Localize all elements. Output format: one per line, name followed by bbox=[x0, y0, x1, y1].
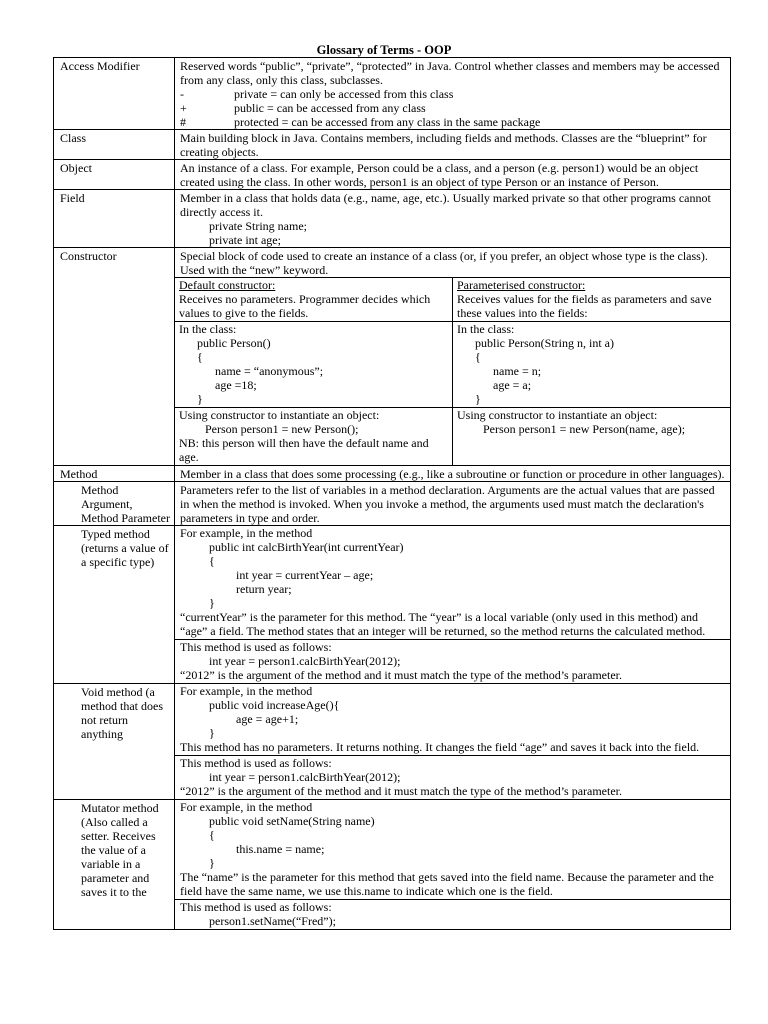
param-constructor-cell bbox=[453, 278, 731, 322]
term-method: Method bbox=[54, 466, 175, 482]
term-typed-method: Typed method (returns a value of a specific type) bbox=[54, 526, 175, 684]
row-object bbox=[54, 160, 731, 190]
param-constructor-usage: Using constructor to instantiate an object: Person person1 = new Person(name, age); bbox=[453, 408, 731, 466]
code-line: int year = person1.calcBirthYear(2012); bbox=[209, 770, 401, 784]
mutator-method-explanation: The “name” is the parameter for this method that gets saved into the field name. Because the parameter and the field have the same name, we use this.name to indicate which one is the field. bbox=[180, 870, 714, 898]
row-method bbox=[54, 466, 731, 482]
param-constructor-desc: Receives values for the fields as parameters and save these values into the fields: bbox=[457, 292, 712, 320]
code-line: Person person1 = new Person(name, age); bbox=[483, 422, 686, 436]
definition-typed-method bbox=[175, 526, 731, 684]
typed-method-usage: This method is used as follows: int year = person1.calcBirthYear(2012); “2012” is the argument of the method and it must match the type of the method’s parameter. bbox=[175, 639, 730, 683]
access-modifier-description: Reserved words “public”, “private”, “protected” in Java. Control whether classes and members may be accessed from any class, only this class, subclasses. bbox=[180, 59, 720, 87]
default-constructor-code: In the class: public Person() { name = “anonymous”; age =18; } bbox=[175, 322, 453, 408]
code-line: { bbox=[475, 350, 481, 364]
code-line: public void increaseAge(){ bbox=[209, 698, 340, 712]
code-line: public Person() bbox=[197, 336, 271, 350]
code-line: return year; bbox=[236, 582, 292, 596]
term-method-argument: Method Argument, Method Parameter bbox=[54, 482, 175, 526]
code-line: public void setName(String name) bbox=[209, 814, 375, 828]
code-line: name = n; bbox=[493, 364, 542, 378]
definition-method-argument: Parameters refer to the list of variables in a method declaration. Arguments are the actual values that are passed in when the method is invoked. When you invoke a method, the arguments used must match the declaration's parameters in type and order. bbox=[175, 482, 731, 526]
default-constructor-desc: Receives no parameters. Programmer decides which values to give to the fields. bbox=[179, 292, 431, 320]
void-method-explanation: This method has no parameters. It returns nothing. It changes the field “age” and saves it back into the field. bbox=[180, 740, 700, 754]
constructor-description: Special block of code used to create an instance of a class (or, if you prefer, an object whose type is the class). Used with the “new” keyword. bbox=[180, 249, 708, 277]
code-line: age = a; bbox=[493, 378, 532, 392]
term-object: Object bbox=[54, 160, 175, 190]
code-line: age = age+1; bbox=[236, 712, 299, 726]
code-line: } bbox=[209, 856, 215, 870]
code-line: int year = person1.calcBirthYear(2012); bbox=[209, 654, 401, 668]
constructor-comparison bbox=[175, 277, 730, 465]
definition-method: Member in a class that does some processing (e.g., like a subroutine or function or procedure in other languages). bbox=[175, 466, 731, 482]
code-line: public Person(String n, int a) bbox=[475, 336, 614, 350]
row-class bbox=[54, 130, 731, 160]
term-class: Class bbox=[54, 130, 175, 160]
term-access-modifier: Access Modifier bbox=[54, 58, 175, 130]
code-line: } bbox=[209, 726, 215, 740]
field-description: Member in a class that holds data (e.g., name, age, etc.). Usually marked private so that other programs cannot directly access it. bbox=[180, 191, 711, 219]
code-line: } bbox=[197, 392, 203, 406]
access-modifier-item: # protected = can be accessed from any class in the same package bbox=[180, 115, 541, 129]
term-mutator-method: Mutator method (Also called a setter. Receives the value of a variable in a parameter and saves it to the bbox=[54, 800, 175, 930]
term-constructor: Constructor bbox=[54, 248, 175, 466]
code-line: { bbox=[209, 828, 215, 842]
code-line: } bbox=[209, 596, 215, 610]
code-line: age =18; bbox=[215, 378, 257, 392]
definition-void-method bbox=[175, 684, 731, 800]
definition-object: An instance of a class. For example, Person could be a class, and a person (e.g. person1) would be an object created using the class. In other words, person1 is an object of type Person or an instance of Person. bbox=[175, 160, 731, 190]
row-constructor bbox=[54, 248, 731, 466]
default-constructor-usage: Using constructor to instantiate an object: Person person1 = new Person(); NB: this person will then have the default name and age. bbox=[175, 408, 453, 466]
row-void-method bbox=[54, 684, 731, 800]
code-line: Person person1 = new Person(); bbox=[205, 422, 359, 436]
param-constructor-heading: Parameterised constructor: bbox=[457, 278, 586, 292]
code-line: public int calcBirthYear(int currentYear) bbox=[209, 540, 404, 554]
default-constructor-heading: Default constructor: bbox=[179, 278, 276, 292]
void-method-example: For example, in the method public void increaseAge(){ age = age+1; } This method has no parameters. It returns nothing. It changes the field “age” and saves it back into the field. bbox=[175, 684, 730, 755]
glossary-table bbox=[53, 57, 731, 930]
page-title: Glossary of Terms - OOP bbox=[316, 43, 452, 57]
code-line: { bbox=[197, 350, 203, 364]
row-method-argument bbox=[54, 482, 731, 526]
term-field: Field bbox=[54, 190, 175, 248]
access-modifier-item: + public = can be accessed from any class bbox=[180, 101, 426, 115]
row-access-modifier bbox=[54, 58, 731, 130]
param-constructor-code: In the class: public Person(String n, int a) { name = n; age = a; } bbox=[453, 322, 731, 408]
mutator-method-usage: This method is used as follows: person1.setName(“Fred”); bbox=[175, 899, 730, 929]
default-constructor-cell bbox=[175, 278, 453, 322]
mutator-method-example: For example, in the method public void setName(String name) { this.name = name; } The “name” is the parameter for this method that gets saved into the field name. Because the parameter and the field have the same name, we use this.name to indicate which one is the field. bbox=[175, 800, 730, 899]
definition-field bbox=[175, 190, 731, 248]
code-line: name = “anonymous”; bbox=[215, 364, 324, 378]
typed-method-example: For example, in the method public int calcBirthYear(int currentYear) { int year = currentYear – age; return year; } “currentYear” is the parameter for this method. The “year” is a local variable (only used in this method) and “age” a field. The method states that an integer will be returned, so the method returns the calculated method. bbox=[175, 526, 730, 639]
row-typed-method bbox=[54, 526, 731, 684]
code-line: } bbox=[475, 392, 481, 406]
term-void-method: Void method (a method that does not return anything bbox=[54, 684, 175, 800]
code-line: this.name = name; bbox=[236, 842, 325, 856]
code-line: person1.setName(“Fred”); bbox=[209, 914, 336, 928]
definition-access-modifier bbox=[175, 58, 731, 130]
row-field bbox=[54, 190, 731, 248]
void-method-usage: This method is used as follows: int year = person1.calcBirthYear(2012); “2012” is the argument of the method and it must match the type of the method’s parameter. bbox=[175, 755, 730, 799]
default-constructor-note: NB: this person will then have the default name and age. bbox=[179, 436, 429, 464]
definition-mutator-method bbox=[175, 800, 731, 930]
code-line: private String name; bbox=[209, 219, 307, 233]
code-line: { bbox=[209, 554, 215, 568]
typed-method-explanation: “currentYear” is the parameter for this method. The “year” is a local variable (only used in this method) and “age” a field. The method states that an integer will be returned, so the method returns the calculated method. bbox=[180, 610, 706, 638]
code-line: int year = currentYear – age; bbox=[236, 568, 374, 582]
row-mutator-method bbox=[54, 800, 731, 930]
access-modifier-item: - private = can only be accessed from this class bbox=[180, 87, 454, 101]
definition-constructor bbox=[175, 248, 731, 466]
code-line: private int age; bbox=[209, 233, 281, 247]
definition-class: Main building block in Java. Contains members, including fields and methods. Classes are the “blueprint” for creating objects. bbox=[175, 130, 731, 160]
